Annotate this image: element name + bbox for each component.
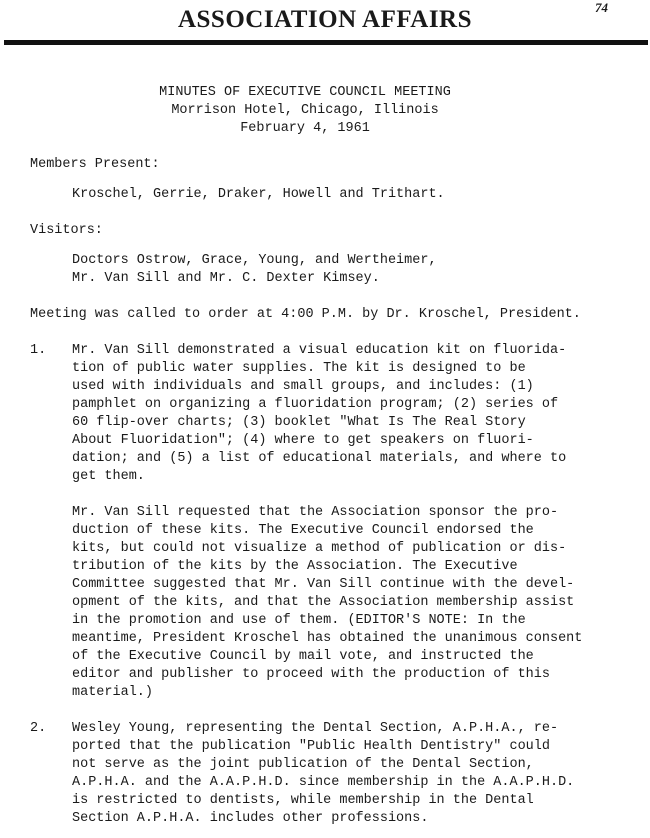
text-line: opment of the kits, and that the Association membership assist — [72, 595, 575, 610]
text-line: pamphlet on organizing a fluoridation program; (2) series of — [72, 397, 559, 412]
text-line: A.P.H.A. and the A.A.P.H.D. since membership in the A.A.P.H.D. — [72, 775, 575, 790]
text-line: Mr. Van Sill requested that the Association sponsor the pro- — [72, 505, 559, 520]
section-title: ASSOCIATION AFFAIRS — [177, 6, 473, 33]
text-line: kits, but could not visualize a method of publication or dis- — [72, 541, 567, 556]
members-names: Kroschel, Gerrie, Draker, Howell and Trithart. — [72, 187, 445, 202]
visitors-label: Visitors: — [30, 223, 103, 238]
text-line: Mr. Van Sill demonstrated a visual education kit on fluorida- — [72, 343, 567, 358]
text-line: Section A.P.H.A. includes other professions. — [72, 811, 429, 826]
text-line: Wesley Young, representing the Dental Section, A.P.H.A., re- — [72, 721, 559, 736]
visitors-list — [72, 252, 630, 288]
text-line: tribution of the kits by the Association. The Executive — [72, 559, 518, 574]
minutes-heading — [0, 84, 630, 138]
header-rule — [4, 40, 648, 45]
text-line: duction of these kits. The Executive Council endorsed the — [72, 523, 534, 538]
text-line: material.) — [72, 685, 154, 700]
meeting-date: February 4, 1961 — [240, 121, 370, 136]
text-line: tion of public water supplies. The kit is designed to be — [72, 361, 526, 376]
visitors-line: Mr. Van Sill and Mr. C. Dexter Kimsey. — [72, 271, 380, 286]
text-line: not serve as the joint publication of the Dental Section, — [72, 757, 534, 772]
item-number: 2. — [30, 721, 47, 736]
text-line: get them. — [72, 469, 145, 484]
text-line: meantime, President Kroschel has obtained the unanimous consent — [72, 631, 583, 646]
text-line: ported that the publication "Public Health Dentistry" could — [72, 739, 550, 754]
text-line: About Fluoridation"; (4) where to get speakers on fluori- — [72, 433, 534, 448]
text-line: is restricted to dentists, while membership in the Dental — [72, 793, 534, 808]
minutes-title: MINUTES OF EXECUTIVE COUNCIL MEETING — [159, 85, 451, 100]
text-line: used with individuals and small groups, and includes: (1) — [72, 379, 534, 394]
members-label: Members Present: — [30, 157, 160, 172]
meeting-location: Morrison Hotel, Chicago, Illinois — [171, 103, 439, 118]
text-line: Committee suggested that Mr. Van Sill continue with the devel- — [72, 577, 575, 592]
text-line: in the promotion and use of them. (EDITOR'S NOTE: In the — [72, 613, 526, 628]
text-line: 60 flip-over charts; (3) booklet "What Is The Real Story — [72, 415, 526, 430]
visitors-line: Doctors Ostrow, Grace, Young, and Wertheimer, — [72, 253, 437, 268]
text-line: of the Executive Council by mail vote, and instructed the — [72, 649, 534, 664]
page-number: 74 — [595, 0, 608, 15]
text-line: editor and publisher to proceed with the production of this — [72, 667, 550, 682]
item-paragraph — [72, 504, 630, 702]
agenda-item-2 — [30, 720, 630, 828]
agenda-item-1 — [30, 342, 630, 702]
minutes-document — [30, 84, 630, 828]
item-number: 1. — [30, 343, 47, 358]
item-paragraph — [72, 342, 630, 486]
call-to-order: Meeting was called to order at 4:00 P.M. by Dr. Kroschel, President. — [30, 307, 581, 322]
text-line: dation; and (5) a list of educational materials, and where to — [72, 451, 567, 466]
item-paragraph — [72, 720, 630, 828]
